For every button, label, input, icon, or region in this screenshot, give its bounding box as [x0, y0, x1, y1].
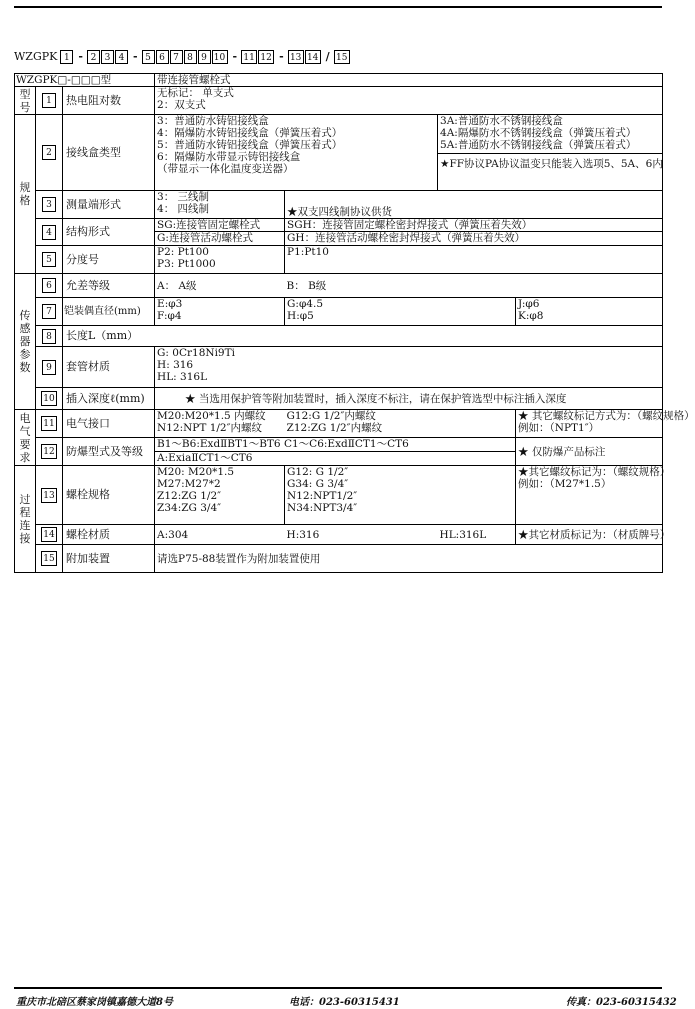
row-number: 2: [42, 145, 56, 160]
spec-table: [14, 73, 695, 573]
row-number: 11: [41, 416, 57, 431]
row-options-right: P1:Pt10: [285, 246, 663, 274]
row-number: 7: [42, 304, 56, 319]
row-options: B1～B6:ExdⅡBT1～BT6 C1～C6:ExdⅡCT1～CT6 A:ExiaⅡCT1～CT6: [155, 438, 516, 466]
code-box-3: 3: [101, 50, 114, 64]
code-box-12: 12: [258, 50, 274, 64]
row-note: ★FF协议PA协议温变只能装入选项5、5A、6内: [440, 158, 663, 170]
code-box-14: 14: [305, 50, 321, 64]
group-model: 型 号: [15, 87, 36, 115]
code-box-15: 15: [334, 50, 350, 64]
code-separator: /: [325, 50, 330, 63]
row-number: 15: [41, 551, 57, 566]
row-option-col2: G:φ4.5 H:φ5: [285, 298, 516, 326]
row-option-b: H:316: [285, 525, 438, 545]
row-number: 5: [42, 252, 56, 267]
row-note: ★其它材质标记为：（材质牌号）: [516, 525, 663, 545]
row-name: 电气接口: [63, 410, 155, 438]
row-name: 螺栓材质: [63, 525, 155, 545]
row-number: 4: [42, 225, 56, 240]
row-name: 测量端形式: [63, 191, 155, 219]
row-note: ★ 当选用保护管等附加装置时，插入深度不标注，请在保护管选型中标注插入深度: [155, 388, 663, 410]
code-box-5: 5: [142, 50, 155, 64]
code-separator: -: [232, 50, 238, 63]
row-option-a: A： A级: [155, 274, 285, 298]
row-text: 请选P75-88装置作为附加装置使用: [155, 545, 663, 573]
code-separator: -: [279, 50, 284, 63]
row-options: G: 0Cr18Ni9Ti H: 316 HL: 316L: [155, 347, 663, 388]
group-sensor: 传 感 器 参 数: [15, 274, 36, 410]
code-box-1: 1: [60, 50, 73, 64]
row-number: 3: [42, 197, 56, 212]
footer-address: 重庆市北碚区蔡家岗镇嘉德大道8号: [16, 997, 173, 1008]
row-name: 附加装置: [63, 545, 155, 573]
row-options-right: 3A:普通防水不锈钢接线盒 4A:隔爆防水不锈钢接线盒（弹簧压着式） 5A:普通防水不锈钢接线盒（弹簧压着式） ★FF协议PA协议温变只能装入选项5、5A、6内: [438, 115, 663, 191]
code-separator: -: [132, 50, 138, 63]
row-options-mid: G12: G 1/2″ G34: G 3/4″ N12:NPT1/2″ N34:NPT3/4″: [285, 466, 516, 525]
row-options-right: SGH：连接管固定螺栓密封焊接式（弹簧压着失效） GH：连接管活动螺栓密封焊接式（弹簧压着失效）: [285, 219, 663, 246]
row-name: 分度号: [63, 246, 155, 274]
row-name: 防爆型式及等级: [63, 438, 155, 466]
model-code-line: [14, 48, 351, 65]
code-box-8: 8: [184, 50, 197, 64]
row-name: 热电阻对数: [63, 87, 155, 115]
bottom-rule: [14, 987, 662, 989]
row-name: 结构形式: [63, 219, 155, 246]
table-head-right: 带连接管螺栓式: [155, 74, 663, 87]
code-box-13: 13: [288, 50, 304, 64]
group-electric: 电 气 要 求: [15, 410, 36, 466]
row-option-col1: E:φ3 F:φ4: [155, 298, 285, 326]
row-number: 13: [41, 488, 57, 503]
group-process: 过 程 连 接: [15, 466, 36, 573]
row-options: M20:M20*1.5 内螺纹 N12:NPT 1/2″内螺纹: [155, 410, 285, 438]
row-options: P2: Pt100 P3: Pt1000: [155, 246, 285, 274]
code-box-4: 4: [115, 50, 128, 64]
group-spec: 规 格: [15, 115, 36, 274]
code-box-10: 10: [212, 50, 228, 64]
row-options: M20: M20*1.5 M27:M27*2 Z12:ZG 1/2″ Z34:ZG 3/4″: [155, 466, 285, 525]
row-options: 3：普通防水铸铝接线盒 4：隔爆防水铸铝接线盒（弹簧压着式） 5：普通防水铸铝接线盒（弹簧压着式） 6：隔爆防水带显示铸铝接线盒 （带显示一体化温度变送器）: [155, 115, 438, 191]
row-option-col3: J:φ6 K:φ8: [516, 298, 663, 326]
row-number: 9: [42, 360, 56, 375]
row-name: 接线盒类型: [63, 115, 155, 191]
code-separator: -: [78, 50, 83, 63]
row-number: 10: [41, 391, 57, 406]
row-name: 插入深度ℓ(mm): [63, 388, 155, 410]
row-note: ★其它螺纹标记为：（螺纹规格） 例如：（M27*1.5）: [516, 466, 663, 525]
top-rule: [14, 6, 662, 8]
row-number: 6: [42, 278, 56, 293]
code-box-9: 9: [198, 50, 211, 64]
model-prefix: WZGPK: [14, 50, 58, 63]
row-note: ★双支四线制协议供货: [285, 191, 663, 219]
row-option-a: A:304: [155, 525, 285, 545]
row-options-mid: G12:G 1/2″内螺纹 Z12:ZG 1/2″内螺纹: [285, 410, 516, 438]
row-number: 12: [41, 444, 57, 459]
row-options: SG:连接管固定螺栓式 G:连接管活动螺栓式: [155, 219, 285, 246]
row-name: 螺栓规格: [63, 466, 155, 525]
row-name: 长度L（mm）: [63, 326, 663, 347]
row-option-b: B： B级: [285, 274, 663, 298]
code-box-11: 11: [241, 50, 257, 64]
code-box-2: 2: [87, 50, 100, 64]
code-box-7: 7: [170, 50, 183, 64]
row-options: 无标记： 单支式 2：双支式: [155, 87, 663, 115]
row-name: 铠装偶直径(mm): [63, 298, 155, 326]
row-options: 3： 三线制 4： 四线制: [155, 191, 285, 219]
row-note: ★ 仅防爆产品标注: [516, 438, 663, 466]
row-name: 套管材质: [63, 347, 155, 388]
row-number: 8: [42, 329, 56, 344]
code-box-6: 6: [156, 50, 169, 64]
row-number: 1: [42, 93, 56, 108]
row-number: 14: [41, 527, 57, 542]
row-note: ★ 其它螺纹标记方式为：（螺纹规格） 例如：（NPT1″）: [516, 410, 663, 438]
row-option-c: HL:316L: [438, 525, 516, 545]
footer-phone: 电话：023-60315431: [289, 997, 400, 1008]
table-head-left: WZGPK□-□□□型: [15, 74, 155, 87]
row-name: 允差等级: [63, 274, 155, 298]
footer-fax: 传真：023-60315432: [566, 997, 677, 1008]
